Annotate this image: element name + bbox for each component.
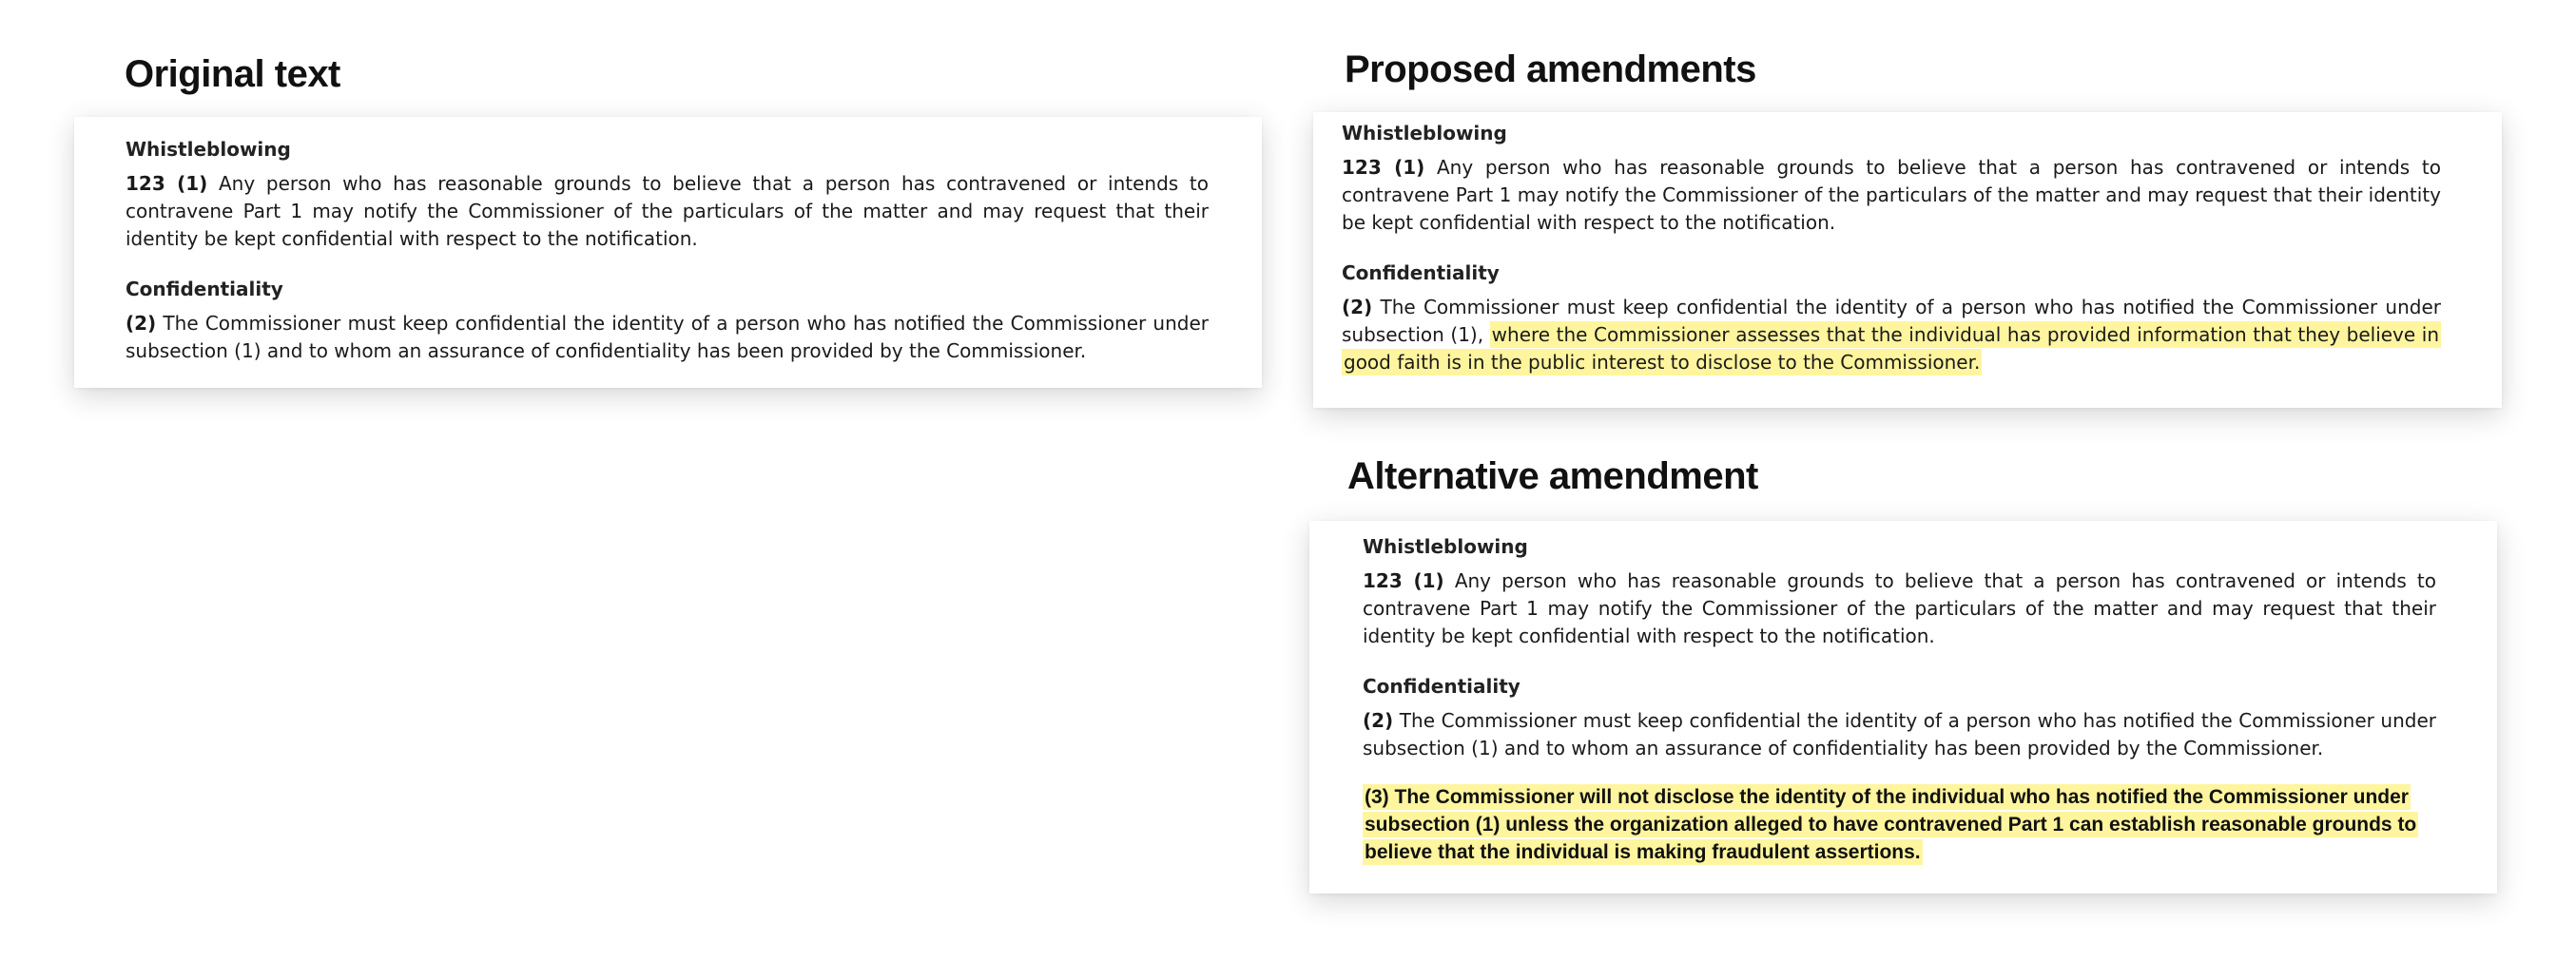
subsection-text: The Commissioner must keep confidential the identity of a person who has notified the Commissioner under subsection (1) and to whom an assurance of confidentiality has been provided by the Commissioner.	[126, 312, 1210, 362]
whistleblowing-heading: Whistleblowing	[1363, 535, 1528, 558]
section-text: Any person who has reasonable grounds to believe that a person has contravened or intends to contravene Part 1 may notify the Commissioner of the particulars of the matter and may request that their identity be kept confidential with respect to the notification.	[1363, 569, 2436, 647]
subsection-2-paragraph	[1363, 707, 2436, 762]
section-number: 123 (1)	[1342, 156, 1425, 179]
subsection-number: (2)	[1363, 709, 1394, 732]
section-number: 123 (1)	[1363, 569, 1444, 592]
section-text: Any person who has reasonable grounds to believe that a person has contravened or intends to contravene Part 1 may notify the Commissioner of the particulars of the matter and may request that their identity be kept confidential with respect to the notification.	[126, 172, 1209, 250]
proposed-amendments-card	[1313, 112, 2502, 408]
confidentiality-heading: Confidentiality	[1342, 261, 1500, 284]
section-123-paragraph	[1342, 154, 2441, 237]
section-number: 123 (1)	[126, 172, 208, 195]
subsection-3-paragraph	[1363, 783, 2436, 866]
subsection-text: The Commissioner must keep confidential the identity of a person who has notified the Commissioner under subsection (1) and to whom an assurance of confidentiality has been provided by the Commissioner.	[1363, 709, 2437, 759]
confidentiality-heading: Confidentiality	[126, 278, 283, 300]
section-123-paragraph	[1363, 567, 2436, 650]
highlighted-amendment: where the Commissioner assesses that the individual has provided information that they believe in good faith is in the public interest to disclose to the Commissioner.	[1344, 323, 2439, 374]
subsection-text: The Commissioner will not disclose the identity of the individual who has notified the Commissioner under subsection (1) unless the organization alleged to have contravened Part 1 can establish reasonable grounds to believe that the individual is making fraudulent assertions.	[1365, 786, 2417, 863]
highlighted-amendment	[1363, 784, 2418, 865]
whistleblowing-heading: Whistleblowing	[1342, 122, 1507, 144]
subsection-2-paragraph	[1342, 294, 2441, 376]
whistleblowing-heading: Whistleblowing	[126, 138, 291, 161]
subsection-number: (2)	[1342, 296, 1373, 318]
subsection-2-paragraph	[126, 310, 1209, 365]
alternative-section-title: Alternative amendment	[1347, 455, 1758, 497]
proposed-section-title: Proposed amendments	[1345, 48, 1756, 90]
section-text: Any person who has reasonable grounds to believe that a person has contravened or intends to contravene Part 1 may notify the Commissioner of the particulars of the matter and may request that their identity be kept confidential with respect to the notification.	[1342, 156, 2441, 234]
section-123-paragraph	[126, 170, 1209, 253]
subsection-number: (3)	[1365, 786, 1389, 808]
original-text-card	[74, 117, 1262, 388]
original-section-title: Original text	[125, 53, 340, 95]
alternative-amendment-card	[1309, 521, 2497, 894]
confidentiality-heading: Confidentiality	[1363, 675, 1520, 698]
subsection-text: The Commissioner must keep confidential the identity of a person who has notified the Commissioner under subsection (1),	[1342, 296, 2442, 346]
subsection-number: (2)	[126, 312, 157, 335]
